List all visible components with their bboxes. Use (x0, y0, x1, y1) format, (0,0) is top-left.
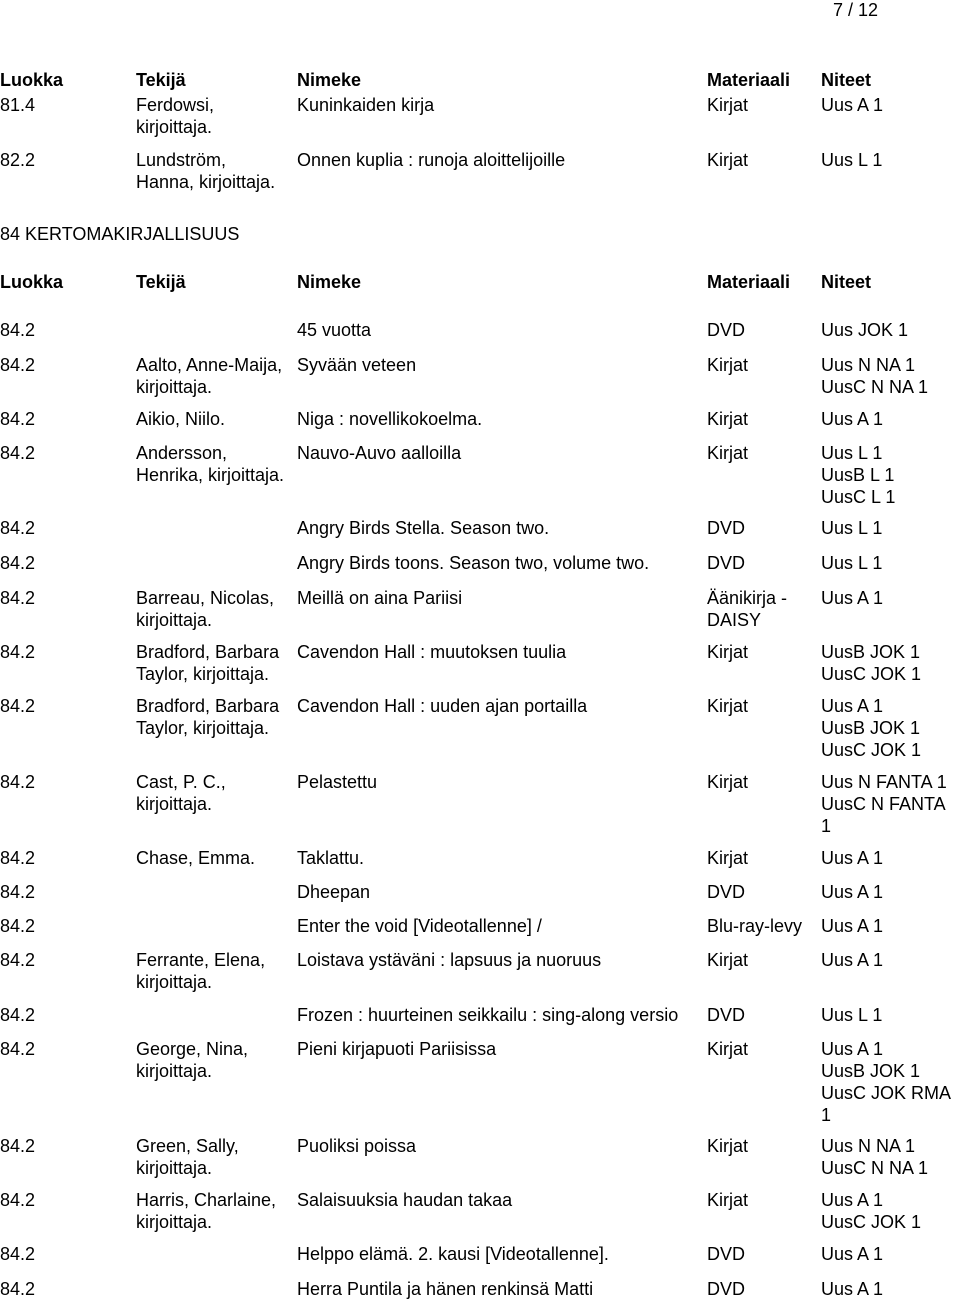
cell-luokka: 84.2 (0, 518, 36, 538)
cell-niteet: Uus JOK 1 (821, 320, 909, 340)
page-number: 7 / 12 (833, 0, 879, 20)
cell-nimeke: Dheepan (297, 882, 371, 902)
cell-materiaali: Kirjat (707, 848, 749, 868)
cell-niteet: Uus A 1 (821, 916, 884, 936)
cell-tekija: Bradford, Barbara Taylor, kirjoittaja. (136, 696, 280, 738)
cell-luokka: 84.2 (0, 1244, 36, 1264)
cell-niteet: Uus N NA 1 UusC N NA 1 (821, 355, 929, 397)
cell-niteet: Uus L 1 (821, 1005, 883, 1025)
cell-niteet: Uus L 1 (821, 518, 883, 538)
cell-tekija: Cast, P. C., kirjoittaja. (136, 772, 226, 814)
cell-nimeke: Onnen kuplia : runoja aloittelijoille (297, 150, 566, 170)
header-tekija: Tekijä (136, 272, 186, 292)
cell-nimeke: Herra Puntila ja hänen renkinsä Matti (297, 1279, 594, 1299)
cell-niteet: Uus A 1 (821, 882, 884, 902)
cell-nimeke: Taklattu. (297, 848, 365, 868)
cell-nimeke: Loistava ystäväni : lapsuus ja nuoruus (297, 950, 602, 970)
cell-nimeke: Pieni kirjapuoti Pariisissa (297, 1039, 497, 1059)
cell-niteet: Uus A 1 (821, 950, 884, 970)
cell-tekija: Andersson, Henrika, kirjoittaja. (136, 443, 285, 485)
cell-tekija: Ferdowsi, kirjoittaja. (136, 95, 215, 137)
cell-materiaali: DVD (707, 553, 746, 573)
cell-materiaali: Blu-ray-levy (707, 916, 803, 936)
cell-luokka: 84.2 (0, 409, 36, 429)
cell-niteet: Uus L 1 (821, 150, 883, 170)
cell-tekija: Harris, Charlaine, kirjoittaja. (136, 1190, 277, 1232)
cell-nimeke: Enter the void [Videotallenne] / (297, 916, 542, 936)
cell-luokka: 84.2 (0, 882, 36, 902)
cell-materiaali: DVD (707, 1005, 746, 1025)
cell-materiaali: Kirjat (707, 355, 749, 375)
cell-luokka: 84.2 (0, 642, 36, 662)
cell-nimeke: Helppo elämä. 2. kausi [Videotallenne]. (297, 1244, 609, 1264)
cell-tekija: Aikio, Niilo. (136, 409, 226, 429)
cell-luokka: 82.2 (0, 150, 36, 170)
cell-materiaali: Kirjat (707, 443, 749, 463)
cell-niteet: Uus L 1 UusB L 1 UusC L 1 (821, 443, 896, 507)
cell-luokka: 84.2 (0, 1005, 36, 1025)
cell-materiaali: Kirjat (707, 1039, 749, 1059)
cell-tekija: Ferrante, Elena, kirjoittaja. (136, 950, 266, 992)
cell-nimeke: Frozen : huurteinen seikkailu : sing-along versio (297, 1005, 679, 1025)
cell-tekija: Barreau, Nicolas, kirjoittaja. (136, 588, 275, 630)
cell-nimeke: Puoliksi poissa (297, 1136, 417, 1156)
cell-materiaali: Kirjat (707, 1190, 749, 1210)
cell-niteet: Uus A 1 (821, 588, 884, 608)
cell-nimeke: Salaisuuksia haudan takaa (297, 1190, 513, 1210)
header-nimeke: Nimeke (297, 70, 362, 90)
cell-luokka: 84.2 (0, 553, 36, 573)
cell-niteet: UusB JOK 1 UusC JOK 1 (821, 642, 922, 684)
cell-luokka: 84.2 (0, 848, 36, 868)
cell-materiaali: DVD (707, 882, 746, 902)
cell-luokka: 84.2 (0, 588, 36, 608)
cell-niteet: Uus A 1 (821, 409, 884, 429)
cell-niteet: Uus A 1 (821, 1244, 884, 1264)
cell-nimeke: Angry Birds toons. Season two, volume two. (297, 553, 650, 573)
header-luokka: Luokka (0, 70, 64, 90)
cell-nimeke: Kuninkaiden kirja (297, 95, 435, 115)
cell-materiaali: Kirjat (707, 95, 749, 115)
cell-materiaali: DVD (707, 1244, 746, 1264)
cell-niteet: Uus A 1 (821, 1279, 884, 1299)
header-luokka: Luokka (0, 272, 64, 292)
cell-nimeke: Syvään veteen (297, 355, 417, 375)
header-niteet: Niteet (821, 70, 872, 90)
cell-tekija: Chase, Emma. (136, 848, 256, 868)
cell-materiaali: Kirjat (707, 150, 749, 170)
cell-materiaali: Kirjat (707, 642, 749, 662)
cell-luokka: 84.2 (0, 1136, 36, 1156)
cell-nimeke: Angry Birds Stella. Season two. (297, 518, 550, 538)
cell-tekija: Bradford, Barbara Taylor, kirjoittaja. (136, 642, 280, 684)
cell-materiaali: Kirjat (707, 772, 749, 792)
cell-materiaali: DVD (707, 320, 746, 340)
cell-niteet: Uus N NA 1 UusC N NA 1 (821, 1136, 929, 1178)
cell-tekija: Lundström, Hanna, kirjoittaja. (136, 150, 276, 192)
cell-tekija: George, Nina, kirjoittaja. (136, 1039, 249, 1081)
cell-materiaali: Kirjat (707, 950, 749, 970)
header-materiaali: Materiaali (707, 272, 791, 292)
cell-tekija: Aalto, Anne-Maija, kirjoittaja. (136, 355, 283, 397)
cell-luokka: 84.2 (0, 772, 36, 792)
header-niteet: Niteet (821, 272, 872, 292)
cell-niteet: Uus A 1 (821, 848, 884, 868)
cell-niteet: Uus A 1 UusB JOK 1 UusC JOK RMA 1 (821, 1039, 952, 1125)
cell-luokka: 84.2 (0, 1039, 36, 1059)
cell-luokka: 84.2 (0, 1190, 36, 1210)
cell-luokka: 84.2 (0, 950, 36, 970)
cell-materiaali: Kirjat (707, 696, 749, 716)
cell-niteet: Uus N FANTA 1 UusC N FANTA 1 (821, 772, 947, 836)
cell-materiaali: DVD (707, 518, 746, 538)
header-nimeke: Nimeke (297, 272, 362, 292)
cell-materiaali: Kirjat (707, 1136, 749, 1156)
cell-nimeke: 45 vuotta (297, 320, 372, 340)
header-tekija: Tekijä (136, 70, 186, 90)
cell-materiaali: Kirjat (707, 409, 749, 429)
cell-niteet: Uus A 1 (821, 95, 884, 115)
cell-luokka: 84.2 (0, 443, 36, 463)
cell-luokka: 84.2 (0, 1279, 36, 1299)
cell-niteet: Uus A 1 UusC JOK 1 (821, 1190, 922, 1232)
section-title: 84 KERTOMAKIRJALLISUUS (0, 224, 240, 244)
cell-materiaali: DVD (707, 1279, 746, 1299)
cell-nimeke: Niga : novellikokoelma. (297, 409, 483, 429)
header-materiaali: Materiaali (707, 70, 791, 90)
cell-niteet: Uus A 1 UusB JOK 1 UusC JOK 1 (821, 696, 922, 760)
cell-luokka: 81.4 (0, 95, 36, 115)
cell-materiaali: Äänikirja - DAISY (707, 588, 788, 630)
cell-niteet: Uus L 1 (821, 553, 883, 573)
cell-nimeke: Cavendon Hall : uuden ajan portailla (297, 696, 588, 716)
cell-nimeke: Meillä on aina Pariisi (297, 588, 463, 608)
cell-luokka: 84.2 (0, 916, 36, 936)
cell-luokka: 84.2 (0, 696, 36, 716)
cell-luokka: 84.2 (0, 355, 36, 375)
cell-nimeke: Pelastettu (297, 772, 378, 792)
cell-nimeke: Cavendon Hall : muutoksen tuulia (297, 642, 567, 662)
cell-tekija: Green, Sally, kirjoittaja. (136, 1136, 239, 1178)
cell-nimeke: Nauvo-Auvo aalloilla (297, 443, 462, 463)
cell-luokka: 84.2 (0, 320, 36, 340)
